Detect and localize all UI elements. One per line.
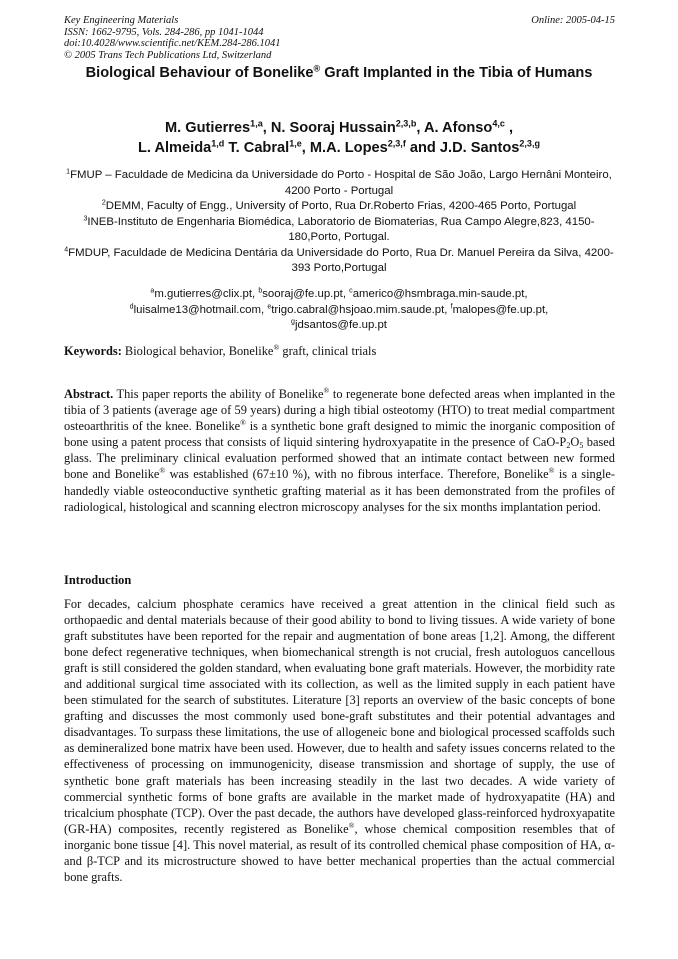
section-heading: Introduction xyxy=(64,573,132,587)
affiliation: $^3$INEB-Instituto de Engenharia Biomédica, Laboratorio de Biomaterias, Rua Campo Alegre,823, 4150-180,Porto, Portugal. xyxy=(83,215,595,243)
keywords: Keywords: Biological behavior, Bonelike® graft, clinical trials xyxy=(64,343,377,358)
paper-title xyxy=(60,64,618,83)
author: M.A. Lopes$^{2,3,f}$ and xyxy=(309,138,440,156)
journal-header xyxy=(64,15,484,61)
title-text-rest: Graft Implanted in the Tibia of Humans xyxy=(320,65,593,81)
email: $^a$m.gutierres@clix.pt, xyxy=(150,287,259,300)
journal-name: Key Engineering Materials xyxy=(64,15,179,26)
abstract: Abstract. This paper reports the ability of Bonelike® to regenerate bone defected areas when implanted in the tibia of 3 patients (average age of 59 years) during a high tibial osteotomy (HTO) to treat medial compartment osteoarthritis of the knee. Bonelike® is a synthetic bone graft designed to mimic the inorganic composition of bone using a patent process that consists of liquid sintering hydroxyapatite in the presence of CaO-$P_2O_5$ based glass. The preliminary clinical evaluation performed showed that an intimate contact between new formed bone and Bonelike® was established (67±10 %), with no fibrous interface. Therefore, Bonelike® is a single-handedly viable osteoconductive synthetic grafting material as it has been demonstrated from the profiles of radiological, histological and scanning electron microscopy analyses for the six months implantation period. xyxy=(64,386,616,514)
email: $^b$sooraj@fe.up.pt, xyxy=(258,287,350,300)
author: M. Gutierres$^{1,a}$, xyxy=(165,118,271,136)
email: $^f$malopes@fe.up.pt, xyxy=(450,303,549,316)
author: J.D. Santos$^{2,3,g}$ xyxy=(439,138,541,156)
affiliation: $^4$FMDUP, Faculdade de Medicina Dentária da Universidade do Porto, Rua Dr. Manuel Pereira da Silva, 4200-393 Porto,Portugal xyxy=(64,246,614,274)
author: N. Sooraj Hussain$^{2,3,b}$, xyxy=(270,118,424,136)
title-text: Biological Behaviour of Bonelike xyxy=(85,65,314,81)
author-emails xyxy=(60,287,618,334)
keywords-label: Keywords: xyxy=(64,344,122,358)
author-list xyxy=(60,118,618,158)
affiliation: $^1$FMUP – Faculdade de Medicina da Universidade do Porto - Hospital de São João, Largo Hernâni Monteiro, 4200 Porto - Portugal xyxy=(66,168,612,197)
author: L. Almeida$^{1,d}$ xyxy=(137,138,225,156)
abstract-label: Abstract. xyxy=(64,387,114,401)
copyright-line: © 2005 Trans Tech Publications Ltd, Switzerland xyxy=(64,49,272,61)
email: $^c$americo@hsmbraga.min-saude.pt, xyxy=(349,287,528,300)
author: T. Cabral$^{1,e}$, xyxy=(228,138,310,156)
email: $^d$luisalme13@hotmail.com, xyxy=(129,303,268,316)
affiliations xyxy=(60,168,618,277)
registered-mark: ® xyxy=(313,63,321,74)
email: $^g$jdsantos@fe.up.pt xyxy=(291,318,387,331)
issn-line: ISSN: 1662-9795, Vols. 284-286, pp 1041-1044 xyxy=(64,26,264,38)
doi-line: doi:10.4028/www.scientific.net/KEM.284-286.1041 xyxy=(64,38,281,49)
affiliation: $^2$DEMM, Faculty of Engg., University of Porto, Rua Dr.Roberto Frias, 4200-465 Porto, Portugal xyxy=(101,199,577,212)
author: A. Afonso$^{4,c}$ , xyxy=(423,118,513,136)
introduction-paragraph: For decades, calcium phosphate ceramics have received a great attention in the clinical field such as orthopaedic and dental materials because of their good ability to bond to living tissues. A wide variety of bone graft substitutes have been reported for the repair and augmentation of bone areas [1,2]. Among, the different bone defect regenerative techniques, when biomechanical strength is not crucial, fresh autologuos cancellous graft is still considered the golden standard, when evaluating bone graft materials. However, the morbidity rate and additional surgical time associated with its collection, as well as the limited supply in each patient have been stimulated for the search of substitutes. Literature [3] reports an overview of the basic concepts of bone grafting and discusses the most commonly used bone-graft substitutes and their potential advantages and disadvantages. To surpass these limitations, the use of allogeneic bone and biological processed scaffolds such as demineralized bone matrix have been used. However, due to health and safety issues concerns related to the effectiveness of processing on immunogenicity, disease transmission and shortage of supply, the use of synthetic bone graft materials has been increasing steadily in the last two decades. A wide variety of commercial synthetic forms of bone grafts are available in the market made of hydroxyapatite (HA) and tricalcium phosphate (TCP). Over the past decade, the authors have developed glass-reinforced hydroxyapatite (GR-HA) composites, recently registered as Bonelike®, whose chemical composition resembles that of inorganic bone tissue [4]. This novel material, as result of its controlled chemical phase composition of HA, α- and β-TCP and its microstructure showed to have better mechanical properties than the actual commercial bone grafts. xyxy=(64,597,615,884)
online-date: Online: 2005-04-15 xyxy=(531,15,615,26)
email: $^e$trigo.cabral@hsjoao.mim.saude.pt, xyxy=(267,303,451,316)
